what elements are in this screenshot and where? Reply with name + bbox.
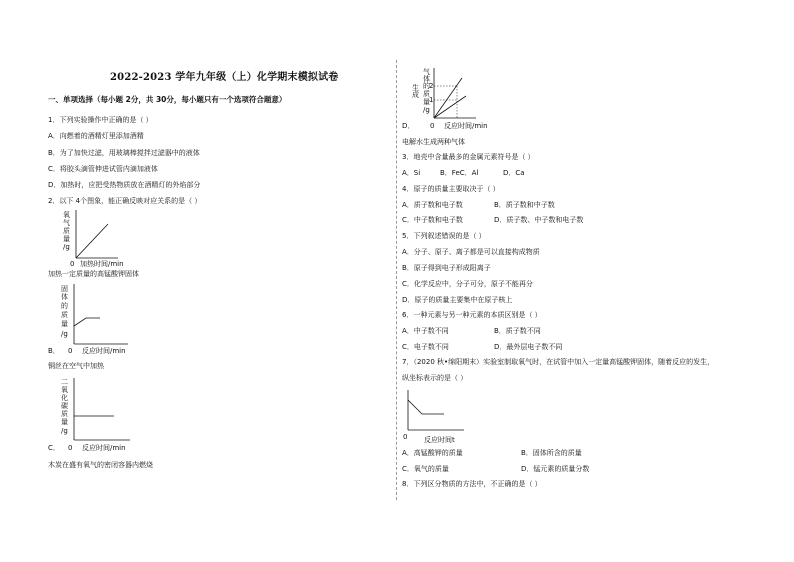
graph-a-line [76,224,108,258]
graph-c-ylabel-4: 碳 [61,402,68,410]
question-5-option-d: D．原子的质量主要集中在原子核上 [402,296,513,304]
question-1-option-a: A．向燃着的酒精灯里添加酒精 [48,132,144,140]
question-7-graph [400,388,470,444]
section-heading: 一、单项选择（每小题 2分，共 30分，每小题只有一个选项符合题意） [48,95,287,104]
graph-d-letter: D． [402,122,415,130]
question-1-option-c: C．将胶头滴管伸进试管内滴加液体 [48,165,158,173]
graph-a-ylabel-4: 量 [63,235,70,243]
question-6-option-c: C．电子数不同 [402,343,449,351]
question-5-option-b: B．原子得到电子形成阳离子 [402,264,491,272]
question-6-option-a: A．中子数不同 [402,327,449,335]
graph-c-ylabel-6: 量 [61,418,68,426]
graph-c-origin: 0 [68,444,73,452]
question-4-option-c: C．中子数和电子数 [402,216,463,224]
graph-b-letter: B． [48,347,60,355]
graph-d-line-2 [434,96,466,118]
question-6-stem: 6．一种元素与另一种元素的本质区别是（ ） [402,311,542,319]
graph-b-ylabel-1: 固 [61,285,68,293]
question-7-stem: 7．（2020 秋•绵阳期末）实验室制取氧气时，在试管中加入一定量高锰酸钾固体，随着反应的发生， [402,358,715,366]
question-6-option-b: B．质子数不同 [494,327,541,335]
question-7-option-a: A．高锰酸钾的质量 [402,449,463,457]
graph-b-ylabel-2: 体 [61,293,68,301]
graph-d-ylabel-5: 成 [412,91,419,99]
graph-d-ylabel-1: 气 [423,68,430,76]
graph-d-caption: 电解水生成两种气体 [402,138,465,146]
graph-a-ylabel-1: 氧 [63,211,70,219]
question-6-option-d: D．最外层电子数不同 [494,343,563,351]
graph-b [48,282,158,356]
graph-d-ylabel-3: 的 [423,82,430,90]
graph-b-ylabel-6: /g [61,330,68,338]
graph-d-tick-1: 1 [429,96,434,104]
graph-d [402,64,512,134]
graph-b-origin: 0 [68,347,73,355]
graph-d-tick-2: 2 [429,82,434,90]
graph-b-caption: 铜丝在空气中加热 [48,362,104,370]
question-7-option-d: D．锰元素的质量分数 [521,465,590,473]
question-3-option-d: D．Ca [503,169,525,177]
graph-c [48,374,158,454]
question-7-graph-origin: 0 [403,433,408,441]
graph-a-caption: 加热一定质量的高锰酸钾固体 [48,270,139,278]
question-3-stem: 3．地壳中含量最多的金属元素符号是（ ） [402,153,535,161]
graph-c-ylabel-5: 质 [61,410,68,418]
question-7-graph-line [408,400,444,414]
graph-d-ylabel-6: 质 [423,90,430,98]
graph-d-line-1 [434,78,462,118]
question-7-stem-continued: 纵坐标表示的是（ ） [402,374,468,382]
question-4-option-b: B．质子数和中子数 [494,201,555,209]
question-8-stem: 8．下列区分物质的方法中，不正确的是（ ） [402,480,542,488]
graph-b-xlabel: 反应时间/min [82,347,126,355]
question-3-option-a: A．Si [402,169,421,177]
graph-d-ylabel-7: 量 [423,98,430,106]
graph-c-caption: 木炭在盛有氧气的密闭容器内燃烧 [48,461,153,469]
graph-c-letter: C． [48,444,60,452]
graph-d-ylabel-8: /g [423,106,430,114]
question-3-option-b: B．FeC．Al [440,169,479,177]
graph-d-origin: 0 [430,122,435,130]
graph-c-xlabel: 反应时间/min [82,444,126,452]
graph-a-ylabel-5: /g [63,243,70,251]
page-title: 2022-2023 学年九年级（上）化学期末模拟试卷 [110,72,339,83]
graph-a-ylabel-2: 气 [63,219,70,227]
graph-b-line [74,318,100,326]
graph-d-xlabel: 反应时间/min [444,122,488,130]
question-4-option-d: D．质子数、中子数和电子数 [494,216,584,224]
question-1-option-b: B．为了加快过滤，用玻璃棒搅拌过滤器中的液体 [48,149,200,157]
question-5-option-a: A．分子、原子、离子都是可以直接构成物质 [402,248,540,256]
graph-c-ylabel-1: 二 [61,378,68,386]
graph-a-ylabel-3: 质 [63,227,70,235]
graph-d-ylabel-2: 体 [423,75,430,83]
question-1-option-d: D．加热时，应把受热物质放在酒精灯的外焰部分 [48,181,201,189]
graph-a-origin: 0 [70,260,75,268]
graph-d-ylabel-4: 生 [412,84,419,92]
graph-b-ylabel-4: 质 [61,311,68,319]
question-5-option-c: C．化学反应中，分子可分，原子不能再分 [402,280,533,288]
graph-c-ylabel-3: 化 [61,394,68,402]
question-4-option-a: A．质子数和电子数 [402,201,463,209]
question-7-option-c: C．氧气的质量 [402,465,449,473]
graph-a-xlabel: 加热时间/min [80,260,124,268]
question-5-stem: 5．下列叙述错误的是（ ） [402,232,486,240]
graph-c-ylabel-7: /g [61,427,68,435]
graph-c-ylabel-2: 氧 [61,386,68,394]
question-7-option-b: B．固体所含的质量 [521,449,582,457]
question-4-stem: 4．原子的质量主要取决于（ ） [402,185,500,193]
column-divider [396,60,397,500]
graph-a [56,208,146,268]
question-2-stem: 2．以下 4个图象，能正确反映对应关系的是（ ） [48,197,202,205]
question-7-graph-xlabel: 反应时间t [424,436,455,444]
graph-b-ylabel-5: 量 [61,320,68,328]
graph-b-ylabel-3: 的 [61,302,68,310]
question-1-stem: 1．下列实验操作中正确的是（ ） [48,116,153,124]
